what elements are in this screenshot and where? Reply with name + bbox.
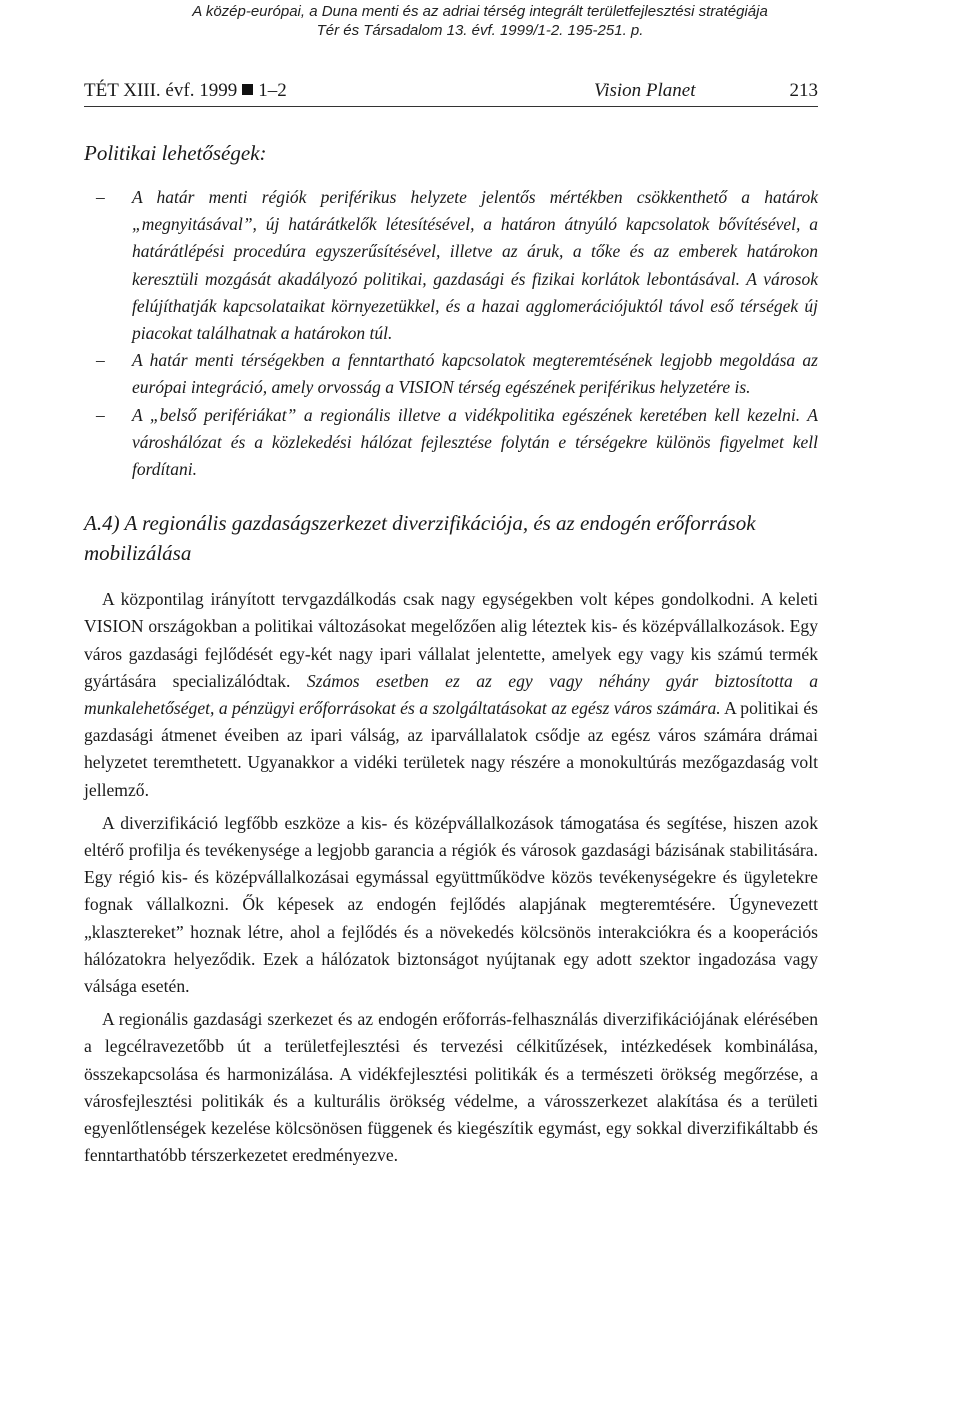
bullet-item: – A „belső perifériákat” a regionális illetve a vidékpolitika egészének keretében kell kezelni. A városhálózat és a közlekedési hálózat fejlesztése folytán e térségekre különös figyelmet kell fordítani.: [84, 402, 818, 484]
dash-icon: –: [96, 187, 105, 207]
bullet-item: – A határ menti térségekben a fenntartható kapcsolatok megteremtésének legjobb megoldása az európai integráció, amely orvosság a VISION térség egészének periférikus helyzetére is.: [84, 347, 818, 401]
running-header-journal: TÉT XIII. évf. 1999 1–2: [84, 80, 287, 101]
page-content: [84, 140, 818, 1170]
dash-icon: –: [96, 404, 105, 425]
square-bullet-icon: [242, 84, 253, 95]
source-citation-line-2: Tér és Társadalom 13. évf. 1999/1-2. 195-251. p.: [316, 22, 644, 39]
bullet-item: – A határ menti régiók periférikus helyzete jelentős mértékben csökkenthető a határok „megnyitásával”, új határátkelők létesítésével, a határon átnyúló kapcsolatok bővítésével, a határátlépési procedúra egyszerűsítésével, illetve az áruk, a tőke és az emberek határokon keresztüli mozgását akadályozó politikai, gazdasági és fizikai korlátok lebontásával. A városok felújíthatják kapcsolataikat környezetükkel, és a hazai agglomerációjuktól távol eső térségek új piacokat találhatnak a határokon túl.: [84, 184, 818, 347]
body-paragraph: A diverzifikáció legfőbb eszköze a kis- és középvállalkozások támogatása és segítése, hiszen azok eltérő profilja és tevékenysége a legjobb garancia a régiók és városok gazdasági bázisának stabilitására. Egy régió kis- és középvállalkozásai egymással együttműködve közös tevékenységekre és ügyletekre fognak vállalkozni. Ők képesek az endogén fejlődés alapjának megteremtésére. Úgynevezett „klasztereket” hoznak létre, ahol a fejlődés és a növekedés kölcsönös interakciókra és a kooperációs hálózatokra helyeződik. Ezek a hálózatok biztonságot nyújtanak egy adott szektor ingadozása vagy válsága esetén.: [84, 812, 818, 997]
section-heading: A.4) A regionális gazdaságszerkezet diverzifikációja, és az endogén erőforrások mobilizálása: [84, 511, 756, 566]
dash-icon: –: [96, 350, 105, 371]
page-number: 213: [789, 80, 818, 101]
running-header-title: Vision Planet: [594, 80, 696, 101]
body-paragraph: A központilag irányított tervgazdálkodás csak nagy egységekben volt képes gondolkodni. A keleti VISION országokban a politikai változásokat megelőzően alig léteztek kis- és középvállalkozások. Egy város gazdasági fejlődését egy-két nagy ipari vállalat jelentette, amelyek egy vagy kis számú termék gyártására specializálódtak. Számos esetben ez az egy vagy néhány gyár biztosította a munkalehetőséget, a pénzügyi erőforrásokat és a szolgáltatásokat az egész város számára. A politikai és gazdasági átmenet éveiben az ipari válság, az iparvállalatok csődje az egész város számára drámai helyzetet teremthetett. Ugyanakkor a vidéki területek nagy részére a monokultúrás mezőgazdaság volt jellemző.: [84, 589, 818, 800]
italic-emphasis: Számos esetben ez az egy vagy néhány gyár biztosította a munkalehetőséget, a pénzügyi erőforrásokat és a szolgáltatásokat az egész város számára.: [84, 670, 818, 719]
source-citation-line-1: A közép-európai, a Duna menti és az adriai térség integrált területfejlesztési stratégiája: [192, 3, 768, 20]
section-title: Politikai lehetőségek:: [84, 141, 267, 165]
body-paragraph: A regionális gazdasági szerkezet és az endogén erőforrás-felhasználás diverzifikációjának elérésében a legcélravezetőbb út a területfejlesztési és tervezési célkitűzések, intézkedések kombinálása, összekapcsolása és harmonizálása. A vidékfejlesztési politikák és a természeti örökség megőrzése, a városfejlesztési politikák és a kulturális örökség védelme, a városszerkezet alakítása és a területi egyenlőtlenségek kezelése kölcsönösen függenek és kiegészítik egymást, egy sokkal diverzifikáltabb és fenntarthatóbb térszerkezetet eredményezve.: [84, 1009, 818, 1166]
running-header: [84, 80, 818, 107]
